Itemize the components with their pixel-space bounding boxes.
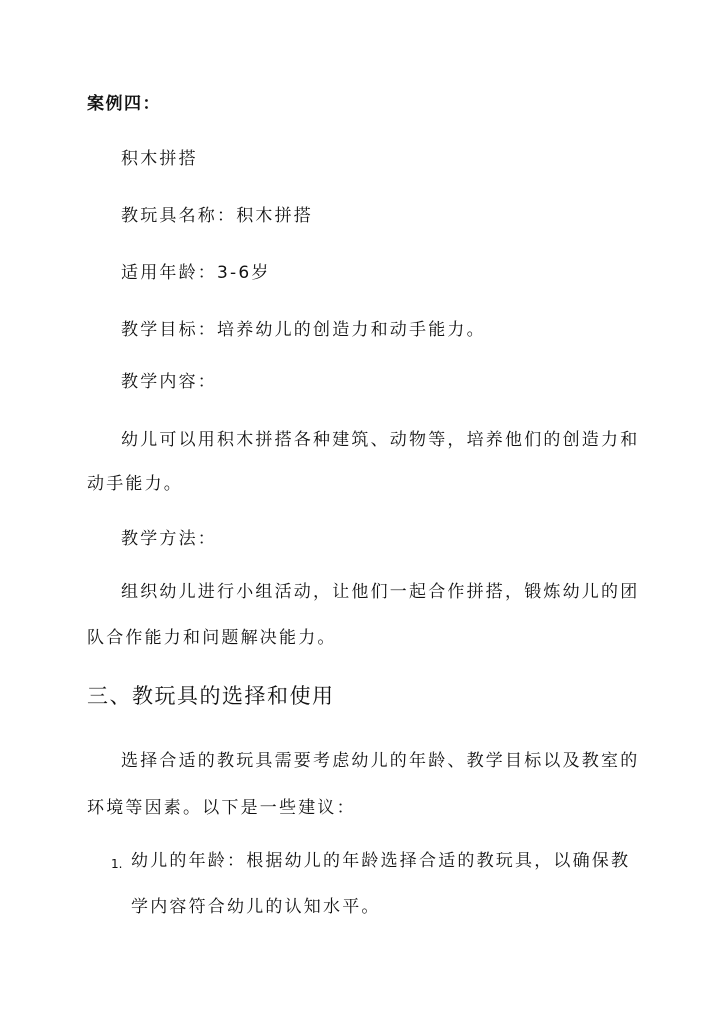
case-title: 案例四：	[87, 94, 161, 114]
intro-paragraph-line-2: 环境等因素。以下是一些建议：	[87, 798, 356, 818]
list-item-line-1: 幼儿的年龄：根据幼儿的年龄选择合适的教玩具，以确保教	[131, 851, 631, 871]
content-paragraph-line-2: 动手能力。	[87, 474, 183, 494]
method-paragraph-line-1: 组织幼儿进行小组活动，让他们一起合作拼搭，锻炼幼儿的团	[121, 582, 640, 602]
intro-paragraph-line-1: 选择合适的教玩具需要考虑幼儿的年龄、教学目标以及教室的	[121, 751, 640, 771]
toy-name-line: 教玩具名称：积木拼搭	[121, 206, 313, 226]
age-line: 适用年龄：3-6岁	[121, 263, 271, 283]
content-label: 教学内容：	[121, 372, 217, 392]
goal-line: 教学目标：培养幼儿的创造力和动手能力。	[121, 320, 486, 340]
section-heading: 三、教玩具的选择和使用	[87, 684, 335, 708]
case-subtitle: 积木拼搭	[121, 149, 198, 169]
list-item-line-2: 学内容符合幼儿的认知水平。	[131, 897, 381, 917]
method-paragraph-line-2: 队合作能力和问题解决能力。	[87, 628, 337, 648]
content-paragraph-line-1: 幼儿可以用积木拼搭各种建筑、动物等，培养他们的创造力和	[121, 430, 640, 450]
list-item-number: 1.	[111, 857, 123, 871]
method-label: 教学方法：	[121, 529, 217, 549]
